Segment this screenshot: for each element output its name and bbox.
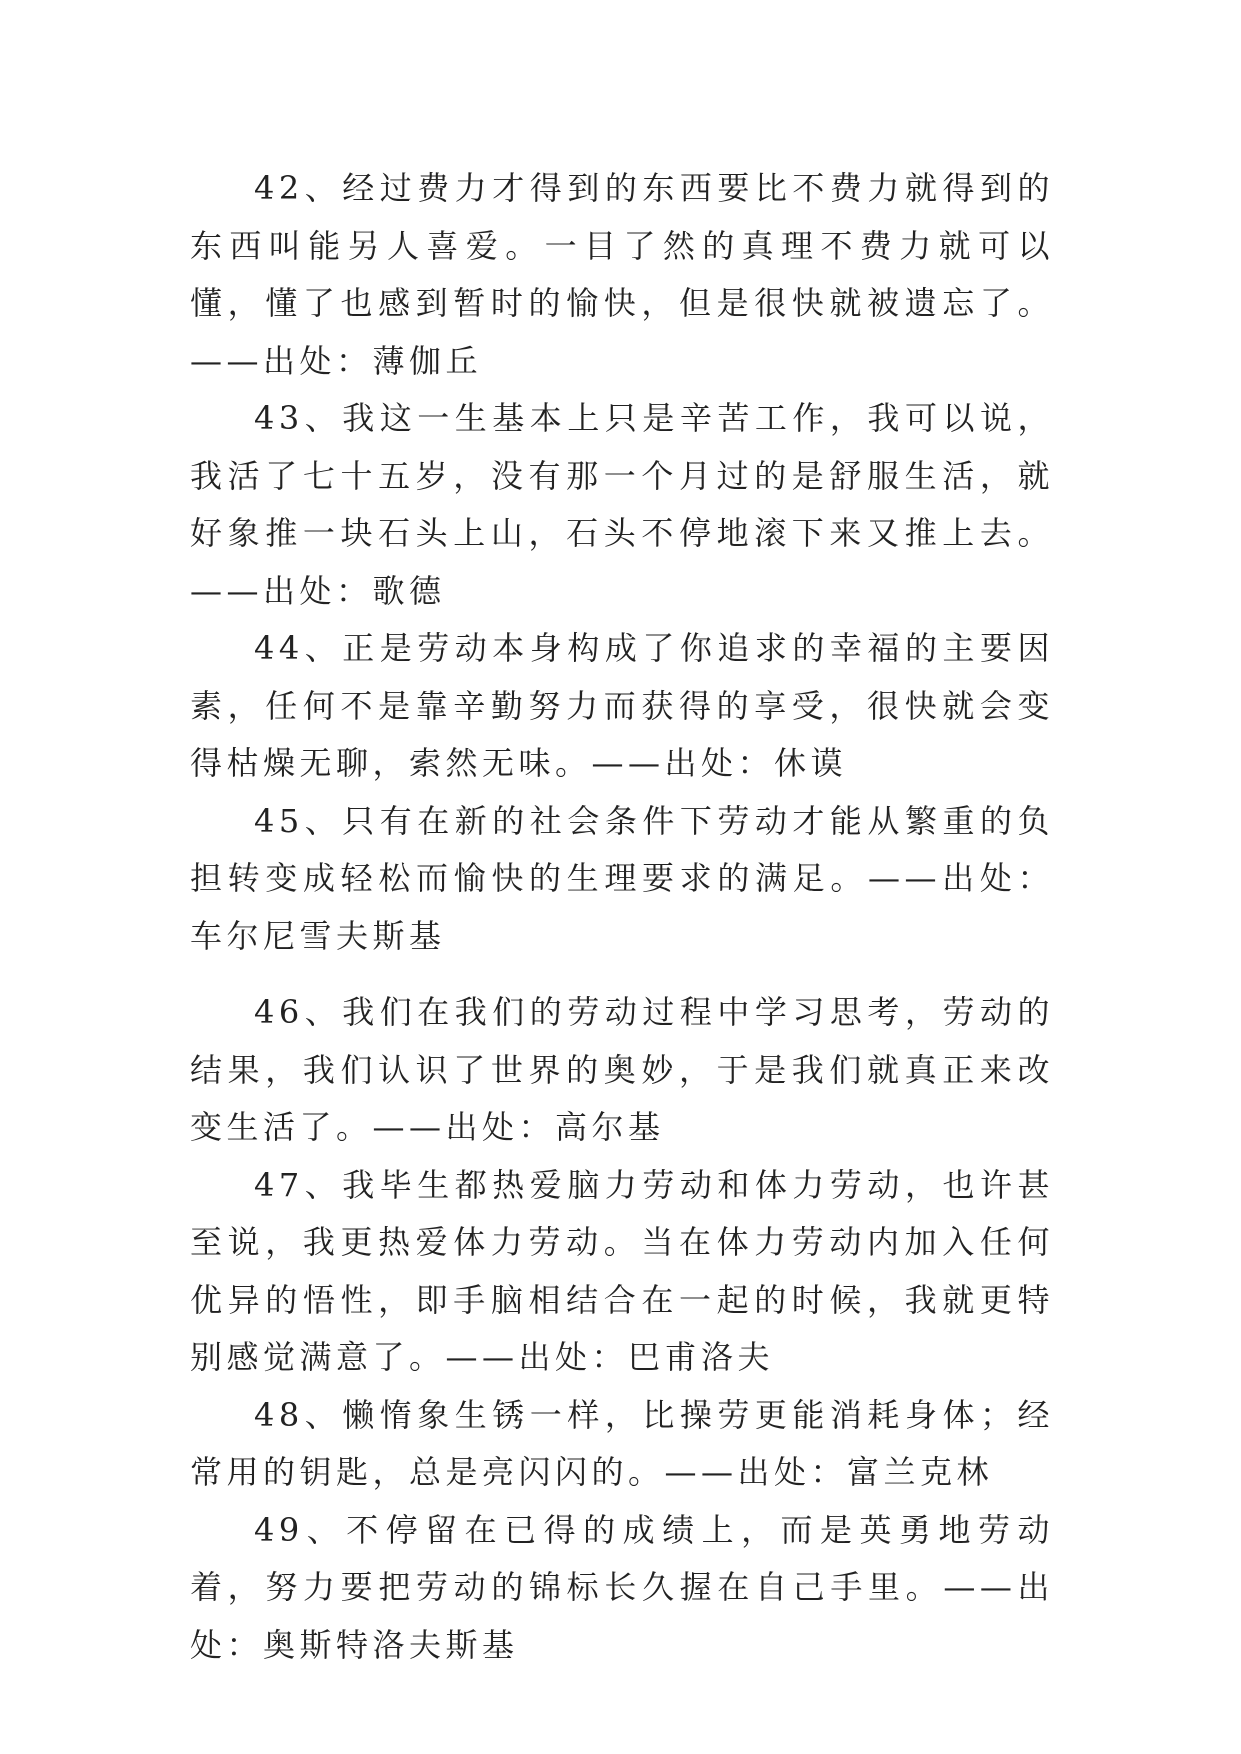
quote-entry-42: 42、经过费力才得到的东西要比不费力就得到的东西叫能另人喜爱。一目了然的真理不费力就可以懂，懂了也感到暂时的愉快，但是很快就被遗忘了。——出处：薄伽丘 — [190, 169, 1054, 380]
quote-entry-48: 48、懒惰象生锈一样，比操劳更能消耗身体；经常用的钥匙，总是亮闪闪的。——出处：富兰克林 — [190, 1395, 1054, 1491]
document-body — [190, 160, 1054, 1674]
quote-entry-43: 43、我这一生基本上只是辛苦工作，我可以说，我活了七十五岁，没有那一个月过的是舒服生活，就好象推一块石头上山，石头不停地滚下来又推上去。——出处：歌德 — [190, 399, 1054, 610]
quote-entry-49: 49、不停留在已得的成绩上，而是英勇地劳动着，努力要把劳动的锦标长久握在自己手里。——出处：奥斯特洛夫斯基 — [190, 1510, 1054, 1664]
quote-entry-46: 46、我们在我们的劳动过程中学习思考，劳动的结果，我们认识了世界的奥妙，于是我们就真正来改变生活了。——出处：高尔基 — [190, 993, 1054, 1146]
quote-entry-44: 44、正是劳动本身构成了你追求的幸福的主要因素，任何不是靠辛勤努力而获得的享受，很快就会变得枯燥无聊，索然无味。——出处：休谟 — [190, 629, 1054, 782]
quote-entry-45: 45、只有在新的社会条件下劳动才能从繁重的负担转变成轻松而愉快的生理要求的满足。——出处：车尔尼雪夫斯基 — [190, 801, 1054, 955]
quote-entry-47: 47、我毕生都热爱脑力劳动和体力劳动，也许甚至说，我更热爱体力劳动。当在体力劳动内加入任何优异的悟性，即手脑相结合在一起的时候，我就更特别感觉满意了。——出处：巴甫洛夫 — [190, 1165, 1054, 1376]
